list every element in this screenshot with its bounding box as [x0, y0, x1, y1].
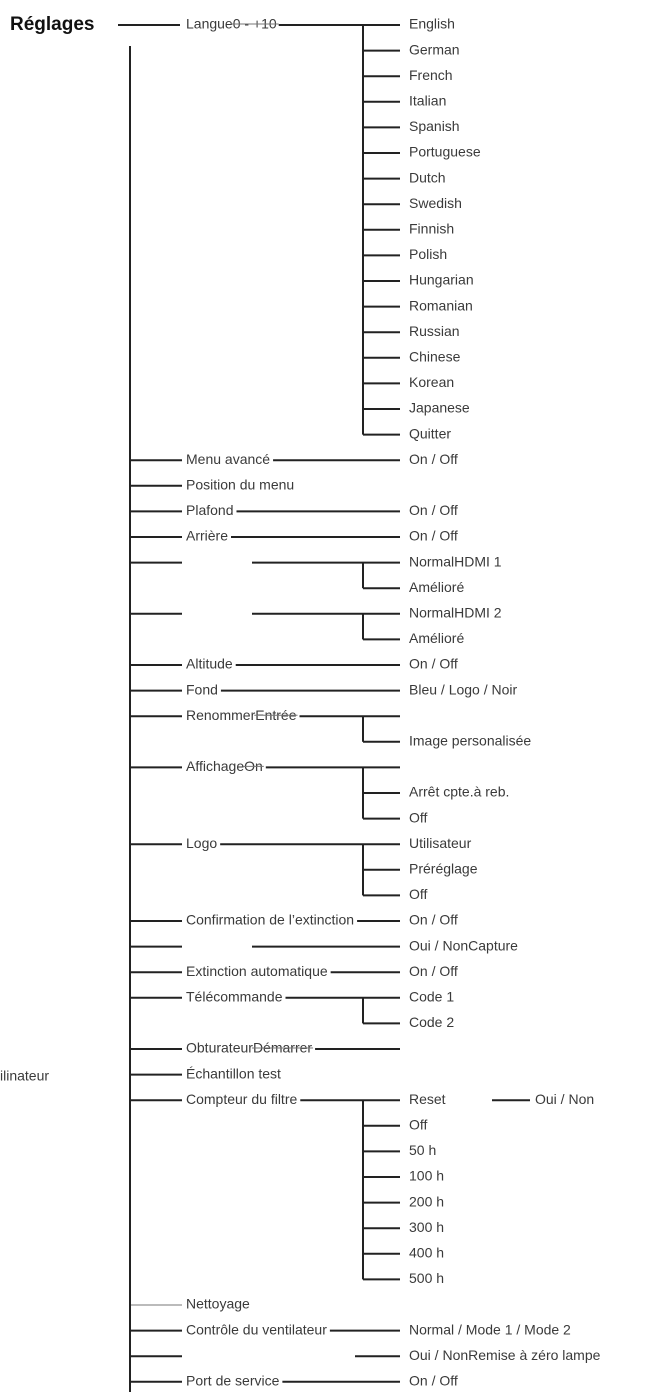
item-label: Échantillon test — [186, 1065, 281, 1082]
langue-option: English — [409, 15, 455, 32]
item-value: Arrêt cpte.à reb. — [409, 783, 510, 800]
item-value: Oui / NonCapture — [409, 937, 518, 954]
langue-option: Japanese — [409, 399, 470, 416]
item-value: On / Off — [409, 527, 458, 544]
item-label: Position du menu — [186, 476, 295, 493]
item-value: Reset — [409, 1090, 446, 1107]
langue-option: Russian — [409, 322, 460, 339]
item-label: Arrière — [186, 527, 229, 544]
item-label: Contrôle du ventilateur — [186, 1321, 327, 1338]
item-struck-label: Entrée — [255, 706, 297, 723]
item-label: Affichage — [186, 758, 245, 775]
item-label: Logo — [186, 834, 218, 851]
item-label: Port de service — [186, 1372, 280, 1389]
item-value: Bleu / Logo / Noir — [409, 681, 518, 698]
item-label: Fond — [186, 681, 218, 698]
langue-option: German — [409, 41, 460, 58]
item-label: Confirmation de l’extinction — [186, 911, 355, 928]
item-value: NormalHDMI 1 — [409, 553, 502, 570]
item-label: Nettoyage — [186, 1295, 250, 1312]
langue-option: Korean — [409, 374, 455, 391]
item-label: Renommer — [186, 706, 256, 723]
side-fragment-label: ilinateur — [0, 1067, 50, 1084]
item-value: Image personalisée — [409, 732, 532, 749]
item-value: Préréglage — [409, 860, 478, 877]
sub-value: Oui / Non — [535, 1090, 595, 1107]
item-struck-label: On — [244, 758, 263, 775]
item-value: Off — [409, 886, 428, 903]
langue-option: French — [409, 66, 453, 83]
item-label: Extinction automatique — [186, 962, 328, 979]
item-label: Menu avancé — [186, 450, 271, 467]
item-value: On / Off — [409, 1372, 458, 1389]
root-label: Réglages — [10, 14, 95, 36]
langue-option: Hungarian — [409, 271, 474, 288]
langue-option: Romanian — [409, 297, 473, 314]
item-value: Amélioré — [409, 630, 465, 647]
item-value: Amélioré — [409, 578, 465, 595]
langue-option: Dutch — [409, 169, 446, 186]
item-value: 500 h — [409, 1270, 445, 1287]
langue-option: Quitter — [409, 425, 452, 442]
item-value: On / Off — [409, 655, 458, 672]
item-value: Utilisateur — [409, 834, 472, 851]
item-value: Off — [409, 809, 428, 826]
item-value: 100 h — [409, 1167, 445, 1184]
langue-option: Chinese — [409, 348, 461, 365]
langue-option: Polish — [409, 246, 448, 263]
langue-option: Finnish — [409, 220, 455, 237]
item-value: 400 h — [409, 1244, 445, 1261]
item-label: Plafond — [186, 502, 234, 519]
item-value: On / Off — [409, 911, 458, 928]
item-value: On / Off — [409, 502, 458, 519]
item-value: Normal / Mode 1 / Mode 2 — [409, 1321, 571, 1338]
item-value: On / Off — [409, 450, 458, 467]
item-value: 50 h — [409, 1142, 437, 1159]
item-label: Télécommande — [186, 988, 283, 1005]
item-label: Compteur du filtre — [186, 1090, 298, 1107]
item-value: On / Off — [409, 962, 458, 979]
langue-label: Langue — [186, 15, 233, 32]
item-value: 300 h — [409, 1218, 445, 1235]
item-value: Off — [409, 1116, 428, 1133]
item-value: Code 1 — [409, 988, 455, 1005]
item-value: Oui / NonRemise à zéro lampe — [409, 1346, 601, 1363]
item-struck-label: Démarrer — [252, 1039, 313, 1056]
item-label: Altitude — [186, 655, 233, 672]
item-value: Code 2 — [409, 1014, 455, 1031]
langue-option: Portuguese — [409, 143, 481, 160]
langue-option: Swedish — [409, 194, 462, 211]
item-value: NormalHDMI 2 — [409, 604, 502, 621]
item-value: 200 h — [409, 1193, 445, 1210]
item-label: Obturateur — [186, 1039, 253, 1056]
langue-range: 0 - +10 — [232, 15, 277, 32]
langue-option: Spanish — [409, 118, 460, 135]
langue-option: Italian — [409, 92, 447, 109]
